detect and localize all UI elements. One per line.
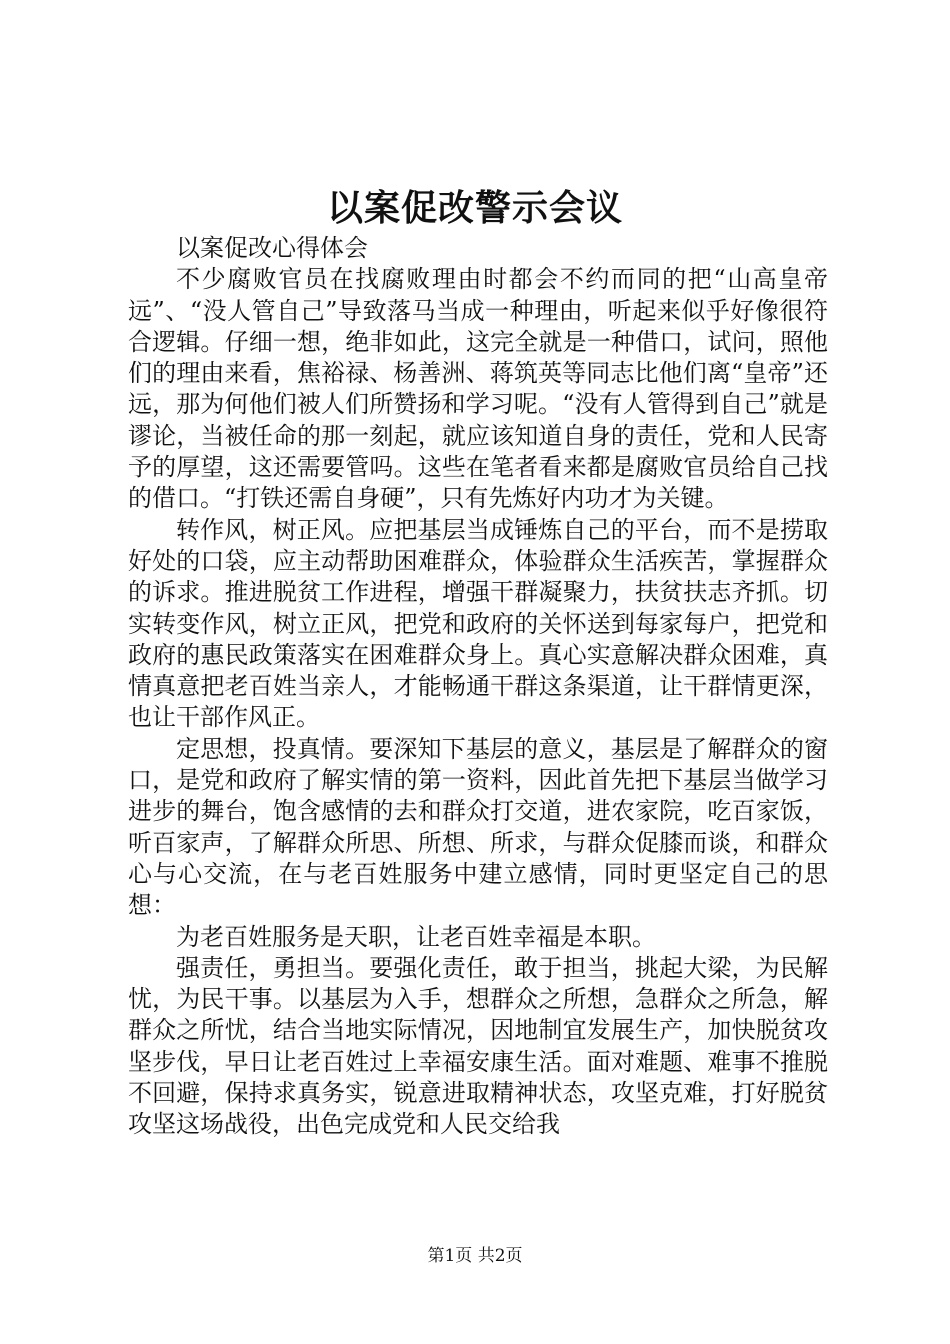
page-number-footer: 第1页 共2页 (427, 1246, 523, 1266)
document-subtitle: 以案促改心得体会 (176, 234, 368, 262)
document-body (128, 233, 828, 1141)
paragraph: 定思想，投真情。要深知下基层的意义，基层是了解群众的窗口，是党和政府了解实情的第一资料，因此首先把下基层当做学习进步的舞台，饱含感情的去和群众打交道，进农家院，吃百家饭，听百家声，了解群众所思、所想、所求，与群众促膝而谈，和群众心与心交流，在与老百姓服务中建立感情，同时更坚定自己的思想： (128, 734, 828, 920)
paragraph: 不少腐败官员在找腐败理由时都会不约而同的把“山高皇帝远”、“没人管自己”导致落马当成一种理由，听起来似乎好像很符合逻辑。仔细一想，绝非如此，这完全就是一种借口，试问，照他们的理由来看，焦裕禄、杨善洲、蒋筑英等同志比他们离“皇帝”还远，那为何他们被人们所赞扬和学习呢。“没有人管得到自己”就是谬论，当被任命的那一刻起，就应该知道自身的责任，党和人民寄予的厚望，这还需要管吗。这些在笔者看来都是腐败官员给自己找的借口。“打铁还需自身硬”，只有先炼好内功才为关键。 (128, 265, 828, 513)
paragraph: 强责任，勇担当。要强化责任，敢于担当，挑起大梁，为民解忧，为民干事。以基层为入手，想群众之所想，急群众之所急，解群众之所忧，结合当地实际情况，因地制宜发展生产，加快脱贫攻坚步伐，早日让老百姓过上幸福安康生活。面对难题、难事不推脱不回避，保持求真务实，锐意进取精神状态，攻坚克难，打好脱贫攻坚这场战役，出色完成党和人民交给我 (128, 953, 828, 1139)
paragraph: 为老百姓服务是天职，让老百姓幸福是本职。 (176, 922, 656, 951)
paragraph: 转作风，树正风。应把基层当成锤炼自己的平台，而不是捞取好处的口袋，应主动帮助困难群众，体验群众生活疾苦，掌握群众的诉求。推进脱贫工作进程，增强干群凝聚力，扶贫扶志齐抓。切实转变作风，树立正风，把党和政府的关怀送到每家每户，把党和政府的惠民政策落实在困难群众身上。真心实意解决群众困难，真情真意把老百姓当亲人，才能畅通干群这条渠道，让干群情更深，也让干部作风正。 (128, 515, 828, 732)
document-title: 以案促改警示会议 (326, 187, 623, 229)
